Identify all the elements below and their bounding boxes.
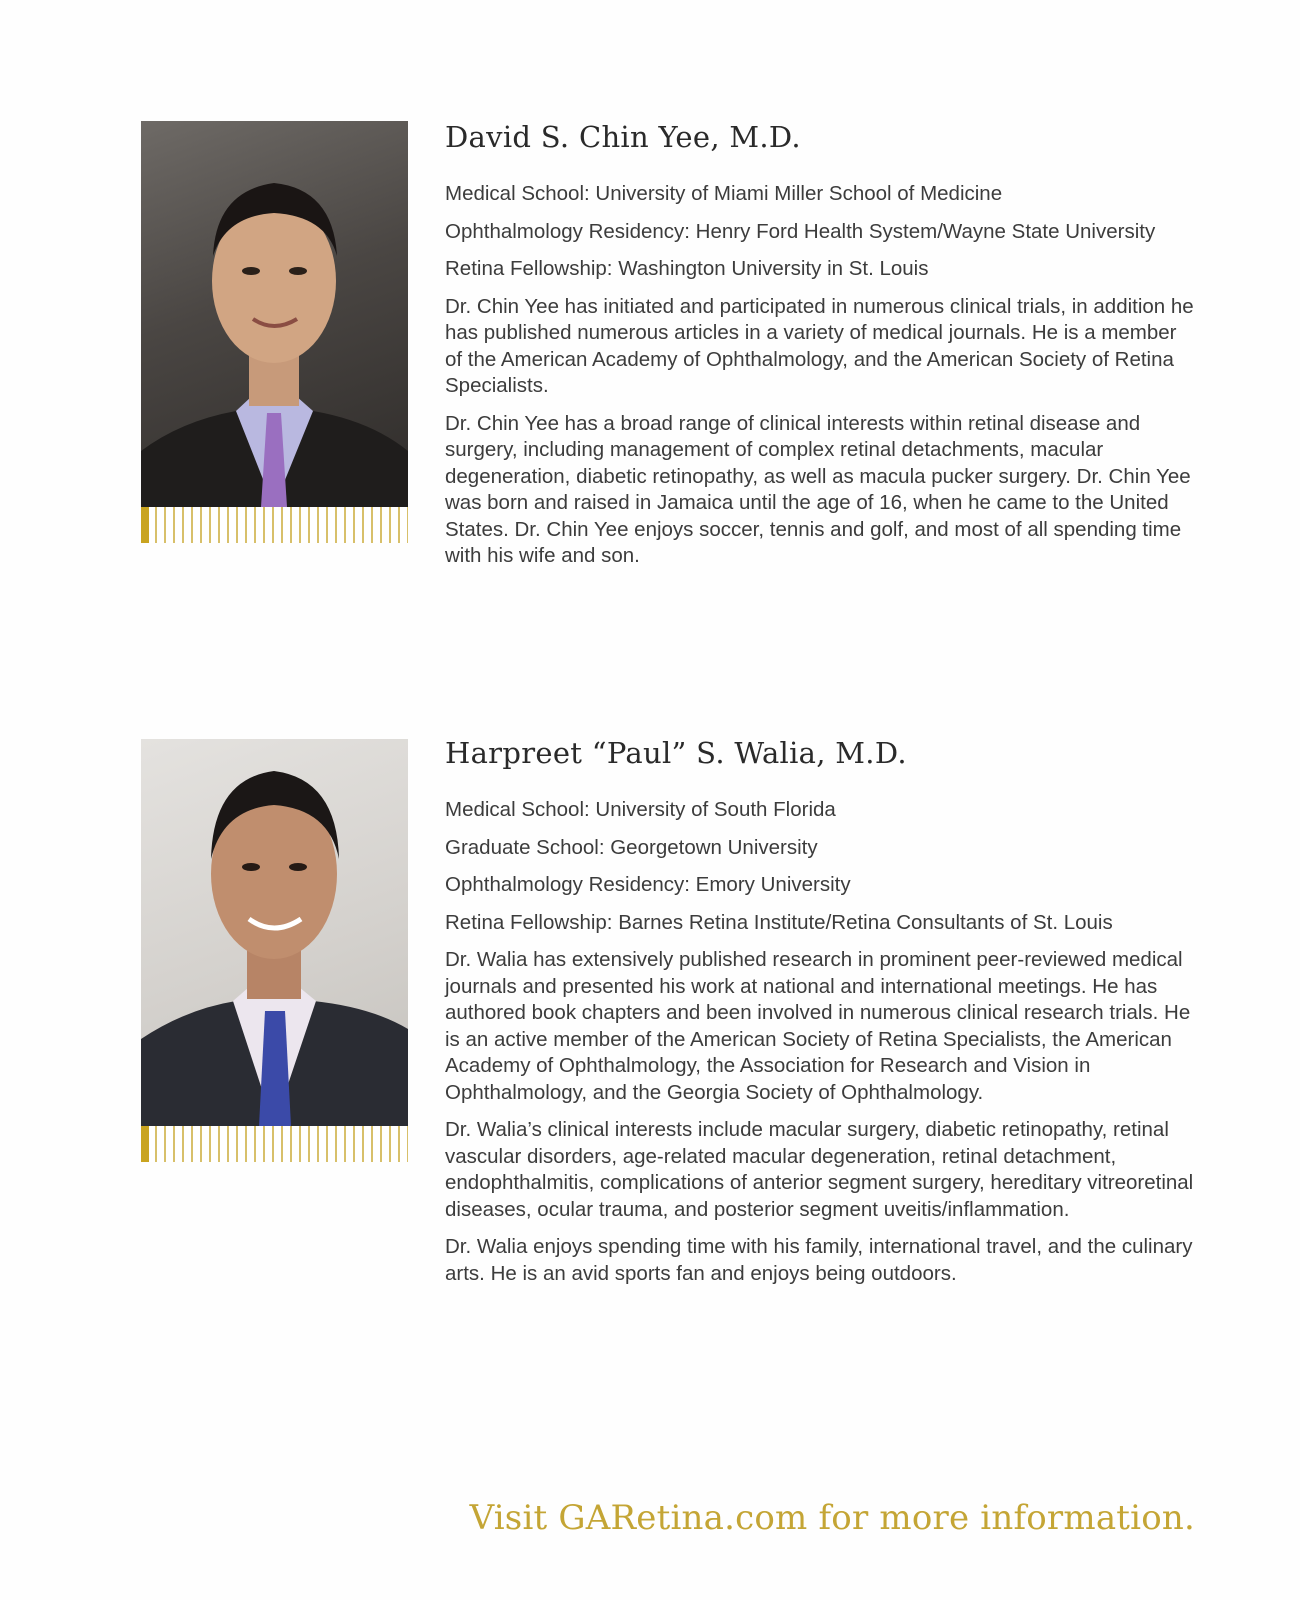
credential-residency: Ophthalmology Residency: Henry Ford Health System/Wayne State University [445,219,1156,243]
bio-paragraph: Dr. Walia enjoys spending time with his family, international travel, and the culinary arts. He is an avid sports fan and enjoys being outdoors. [445,1235,1193,1285]
portrait-illustration [141,739,408,1126]
profile-text [445,120,1195,581]
credential-residency: Ophthalmology Residency: Emory University [445,873,851,896]
photo-block [141,739,408,1162]
decorative-stripe-bar [141,1126,408,1162]
credential-graduate-school: Graduate School: Georgetown University [445,835,818,859]
footer-website-link[interactable]: Visit GARetina.com for more information. [469,1498,1195,1538]
bio-paragraph: Dr. Walia has extensively published research in prominent peer-reviewed medical journals and presented his work at national and international meetings. He has authored book chapters and been involved in numerous clinical research trials. He is an active member of the American Society of Retina Specialists, the American Academy of Ophthalmology, the Association for Research and Vision in Ophthalmology, and the Georgia Society of Ophthalmology. [445,948,1191,1104]
doctor-name: Harpreet “Paul” S. Walia, M.D. [445,736,907,770]
credential-fellowship: Retina Fellowship: Washington University in St. Louis [445,257,929,280]
credential-medical-school: Medical School: University of Miami Miller School of Medicine [445,182,1003,205]
bio-paragraph: Dr. Chin Yee has a broad range of clinical interests within retinal disease and surgery, including management of complex retinal detachments, macular degeneration, diabetic retinopathy, as well as macula pucker surgery. Dr. Chin Yee was born and raised in Jamaica until the age of 16, when he came to the United States. Dr. Chin Yee enjoys soccer, tennis and golf, and most of all spending time with his wife and son. [445,411,1191,567]
bio-paragraph: Dr. Walia’s clinical interests include macular surgery, diabetic retinopathy, retinal vascular disorders, age-related macular degeneration, retinal detachment, endophthalmitis, complications of anterior segment surgery, hereditary vitreoretinal diseases, ocular trauma, and posterior segment uveitis/inflammation. [445,1118,1194,1221]
decorative-stripe-bar [141,507,408,543]
credential-medical-school: Medical School: University of South Florida [445,798,836,821]
credential-fellowship: Retina Fellowship: Barnes Retina Institute/Retina Consultants of St. Louis [445,910,1113,934]
portrait-photo-walia [141,739,408,1126]
bio-paragraph: Dr. Chin Yee has initiated and participated in numerous clinical trials, in addition he has published numerous articles in a variety of medical journals. He is a member of the American Academy of Ophthalmology, and the American Society of Retina Specialists. [445,294,1194,397]
photo-block [141,121,408,543]
doctor-name: David S. Chin Yee, M.D. [445,120,801,154]
portrait-photo-chin-yee [141,121,408,507]
profile-text [445,736,1195,1298]
portrait-illustration [141,121,408,507]
